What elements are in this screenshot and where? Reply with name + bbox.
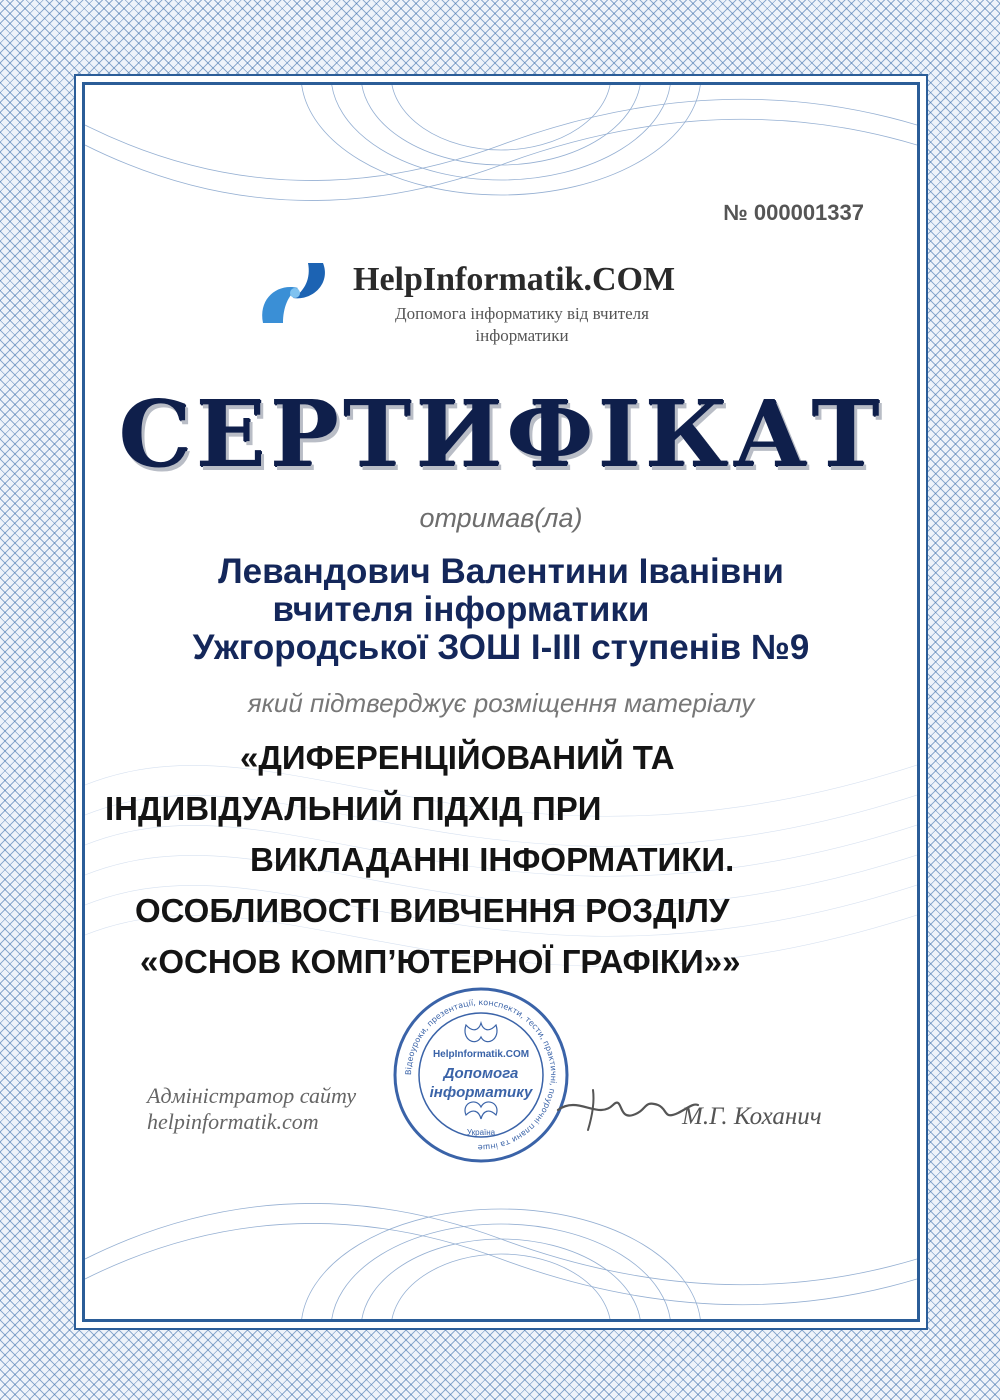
stamp-word-1: Допомога: [443, 1065, 519, 1082]
admin-role: Адміністратор сайту: [147, 1083, 357, 1108]
site-logo: [253, 253, 753, 353]
recipient-name: Левандович Валентини Іванівни: [218, 552, 784, 591]
admin-caption: [147, 1083, 427, 1135]
certificate-number: № 000001337: [723, 200, 864, 225]
received-label: отримав(ла): [419, 503, 583, 533]
recipient-school: Ужгородської ЗОШ І-ІІІ ступенів №9: [192, 628, 810, 667]
recipient-block: [85, 553, 917, 667]
material-line-2: ІНДИВІДУАЛЬНИЙ ПІДХІД ПРИ: [105, 790, 602, 827]
stamp-ring-text: Відеоуроки, презентації, конспекти, тести, практичні, поурочні плани та інше: [403, 997, 559, 1153]
helping-hands-icon: [253, 253, 333, 333]
logo-title: HelpInformatik.COM: [353, 261, 676, 298]
stamp-word-2: інформатику: [429, 1084, 533, 1101]
material-line-5: «ОСНОВ КОМП’ЮТЕРНОЇ ГРАФІКИ»»: [140, 943, 741, 980]
stamp-country: Україна: [466, 1128, 496, 1137]
stamp-site: HelpInformatik.COM: [432, 1049, 530, 1060]
material-line-1: «ДИФЕРЕНЦІЙОВАНИЙ ТА: [240, 739, 675, 776]
logo-tagline-line1: Допомога інформатику від вчителя: [395, 304, 649, 323]
admin-site: helpinformatik.com: [147, 1109, 319, 1134]
certificate-heading: СЕРТИФІКАТ: [118, 380, 884, 488]
certificate-frame: [82, 82, 920, 1322]
confirm-label: який підтверджує розміщення матеріалу: [247, 688, 755, 718]
signer-name: М.Г. Коханич: [682, 1103, 822, 1130]
material-line-4: ОСОБЛИВОСТІ ВИВЧЕННЯ РОЗДІЛУ: [135, 892, 730, 929]
official-stamp: [391, 985, 571, 1165]
recipient-position: вчителя інформатики: [272, 590, 650, 629]
logo-tagline-line2: інформатики: [475, 326, 569, 345]
logo-tagline: [357, 303, 687, 347]
signature: [553, 1075, 703, 1135]
material-title: [105, 732, 895, 987]
material-line-3: ВИКЛАДАННІ ІНФОРМАТИКИ.: [250, 841, 735, 878]
